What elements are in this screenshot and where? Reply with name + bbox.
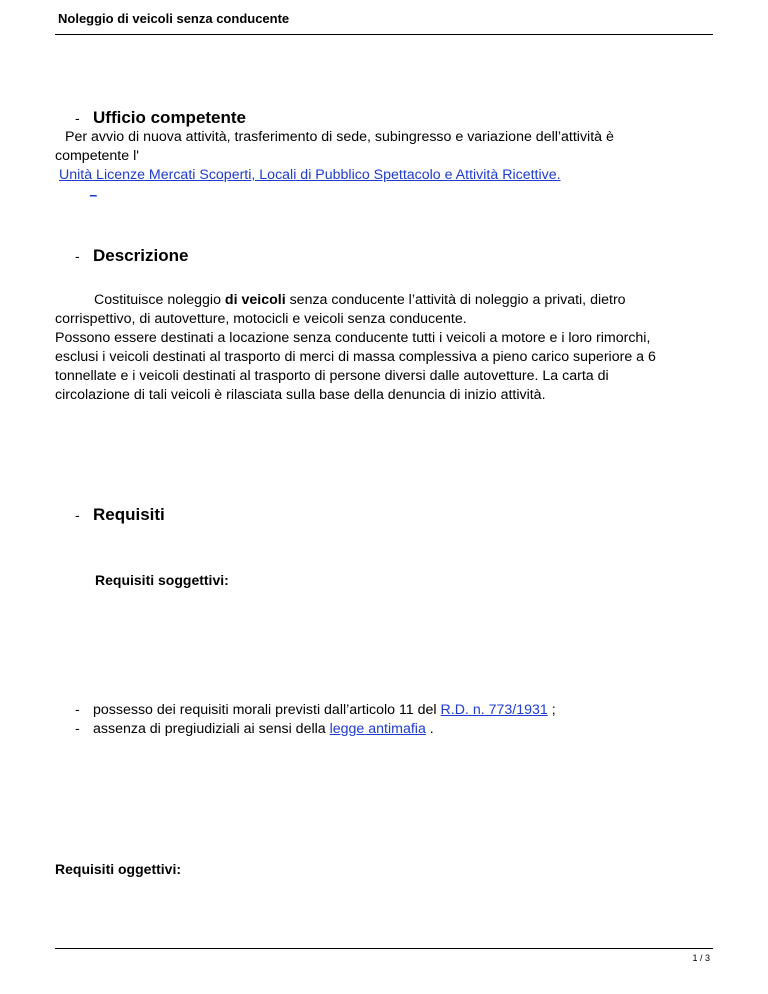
ufficio-text-line1: Per avvio di nuova attività, trasferimento di sede, subingresso e variazione dell’attività è bbox=[65, 129, 614, 145]
list-item-dash: - bbox=[75, 702, 80, 718]
section-bullet: - bbox=[75, 507, 80, 523]
list-item-text: possesso dei requisiti morali previsti dall’articolo 11 del bbox=[93, 702, 441, 718]
descrizione-line4: esclusi i veicoli destinati al trasporto di merci di massa complessiva a pieno carico superiore a 6 bbox=[55, 349, 656, 365]
list-item bbox=[93, 720, 434, 739]
list-item bbox=[93, 701, 556, 720]
section-heading-ufficio: Ufficio competente bbox=[93, 108, 247, 127]
list-item-text: assenza di pregiudiziali ai sensi della bbox=[93, 721, 330, 737]
section-bullet: - bbox=[75, 110, 80, 126]
section-heading-descrizione: Descrizione bbox=[93, 246, 189, 265]
descrizione-bold-term: di veicoli bbox=[224, 292, 286, 308]
list-item-punct: ; bbox=[547, 702, 556, 718]
descrizione-line2: corrispettivo, di autovetture, motocicli e veicoli senza conducente. bbox=[55, 311, 467, 327]
footer-divider bbox=[55, 948, 713, 949]
descrizione-line3: Possono essere destinati a locazione senza conducente tutti i veicoli a motore e i loro rimorchi, bbox=[55, 330, 651, 346]
section-bullet: - bbox=[75, 248, 80, 264]
page-number: 1 / 3 bbox=[692, 953, 710, 963]
list-item-punct: . bbox=[425, 721, 434, 737]
ufficio-link[interactable]: Unità Licenze Mercati Scoperti, Locali di Pubblico Spettacolo e Attività Ricettive. bbox=[59, 167, 561, 183]
descrizione-line1-start: Costituisce noleggio bbox=[94, 292, 225, 308]
list-item-dash: - bbox=[75, 721, 80, 737]
requisiti-oggettivi-label: Requisiti oggettivi: bbox=[55, 861, 181, 877]
legge-antimafia-link[interactable]: legge antimafia bbox=[329, 721, 426, 737]
requisiti-soggettivi-label: Requisiti soggettivi: bbox=[95, 572, 229, 588]
descrizione-line1 bbox=[94, 291, 626, 310]
header-divider bbox=[55, 34, 713, 35]
section-heading-requisiti: Requisiti bbox=[93, 505, 165, 524]
ufficio-text-line2: competente l' bbox=[55, 148, 139, 164]
rd-773-1931-link[interactable]: R.D. n. 773/1931 bbox=[440, 702, 548, 718]
page-header-title: Noleggio di veicoli senza conducente bbox=[58, 11, 290, 26]
ufficio-link-underscore[interactable]: _ bbox=[90, 183, 97, 197]
descrizione-line5: tonnellate e i veicoli destinati al trasporto di persone diversi dalle autovetture. La carta di bbox=[55, 368, 609, 384]
descrizione-line1-end: senza conducente l’attività di noleggio a privati, dietro bbox=[285, 292, 626, 308]
descrizione-line6: circolazione di tali veicoli è rilasciata sulla base della denuncia di inizio attività. bbox=[55, 387, 546, 403]
